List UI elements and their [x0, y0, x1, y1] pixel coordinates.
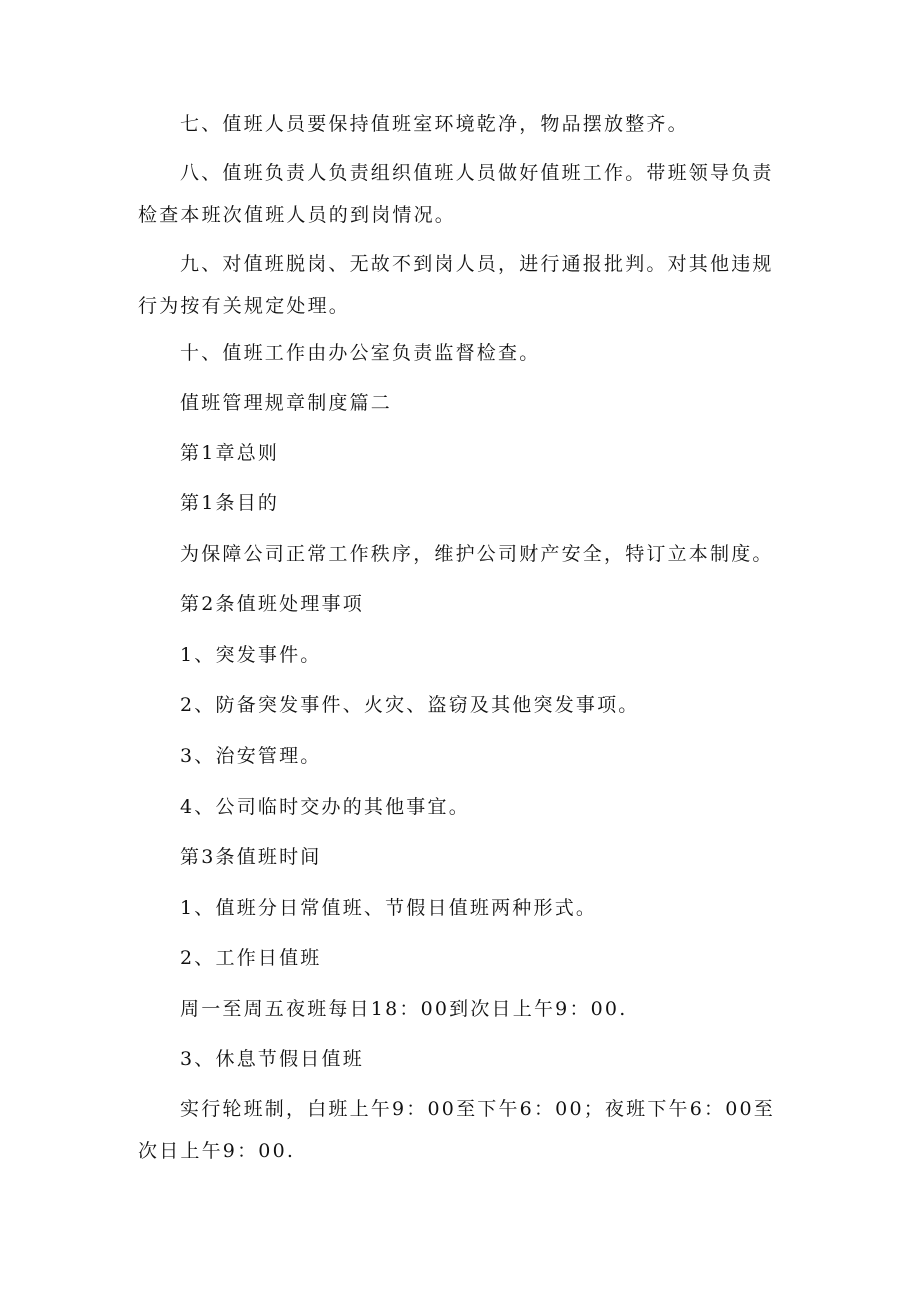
paragraph-purpose: 为保障公司正常工作秩序，维护公司财产安全，特订立本制度。	[180, 543, 774, 565]
paragraph-rule-8: 八、值班负责人负责组织值班人员做好值班工作。带班领导负责检查本班次值班人员的到岗情况。	[138, 162, 774, 226]
list-item: 2、工作日值班	[180, 947, 322, 969]
list-item: 3、休息节假日值班	[180, 1048, 364, 1070]
section-title: 值班管理规章制度篇二	[180, 392, 393, 414]
list-item: 2、防备突发事件、火灾、盗窃及其他突发事项。	[180, 694, 640, 716]
list-item: 1、值班分日常值班、节假日值班两种形式。	[180, 897, 598, 919]
list-item: 3、治安管理。	[180, 745, 322, 767]
paragraph-rule-10: 十、值班工作由办公室负责监督检查。	[180, 342, 541, 364]
chapter-heading: 第1章总则	[180, 442, 280, 464]
paragraph-rule-7: 七、值班人员要保持值班室环境乾净，物品摆放整齐。	[180, 113, 689, 135]
paragraph-workday-hours: 周一至周五夜班每日18：00到次日上午9：00.	[180, 998, 628, 1020]
article-heading-2: 第2条值班处理事项	[180, 593, 364, 615]
paragraph-rule-9: 九、对值班脱岗、无故不到岗人员，进行通报批判。对其他违规行为按有关规定处理。	[138, 253, 774, 317]
list-item: 1、突发事件。	[180, 644, 322, 666]
list-item: 4、公司临时交办的其他事宜。	[180, 796, 470, 818]
article-heading-3: 第3条值班时间	[180, 846, 322, 868]
paragraph-holiday-hours: 实行轮班制，白班上午9：00至下午6：00；夜班下午6：00至次日上午9：00.	[138, 1098, 775, 1162]
article-heading-1: 第1条目的	[180, 492, 280, 514]
